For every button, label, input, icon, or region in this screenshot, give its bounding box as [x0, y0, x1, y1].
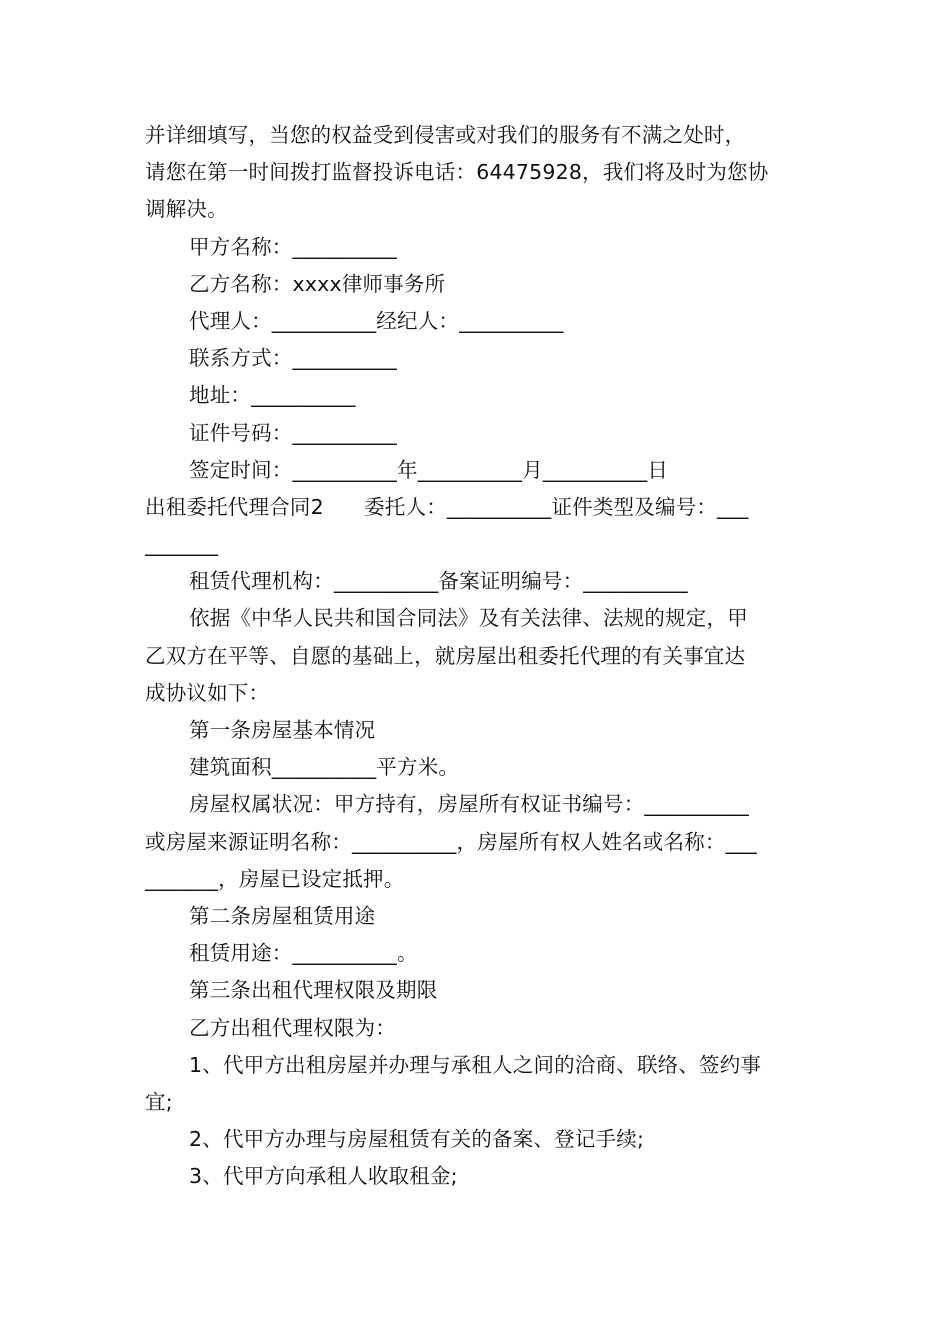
article-heading: 第一条房屋基本情况: [189, 718, 376, 742]
text-line: 房屋权属状况：甲方持有，房屋所有权证书编号：__________: [189, 792, 749, 817]
text-line: 乙双方在平等、自愿的基础上，就房屋出租委托代理的有关事宜达: [145, 643, 746, 668]
article-heading: 第二条房屋租赁用途: [189, 903, 376, 928]
list-item: 1、代甲方出租房屋并办理与承租人之间的洽商、联络、签约事: [189, 1052, 762, 1077]
party-a-name-line: 甲方名称：__________: [189, 234, 397, 259]
list-item: 2、代甲方办理与房屋租赁有关的备案、登记手续;: [189, 1127, 645, 1152]
contact-line: 联系方式：__________: [189, 346, 397, 371]
text-line: 并详细填写，当您的权益受到侵害或对我们的服务有不满之处时，: [145, 123, 746, 147]
signing-date-line: 签定时间：__________年__________月__________日: [189, 457, 669, 482]
agency-line: 租赁代理机构：__________备案证明编号：__________: [189, 569, 688, 594]
text-line: 租赁用途：__________。: [189, 941, 418, 966]
address-line: 地址：__________: [189, 383, 356, 408]
text-line: 调解决。: [145, 197, 228, 222]
agent-line: 代理人：__________经纪人：__________: [189, 308, 564, 333]
text-line: _______: [145, 532, 219, 557]
text-line: 请您在第一时间拨打监督投诉电话：64475928，我们将及时为您协: [145, 160, 769, 185]
list-item: 3、代甲方向承租人收取租金;: [189, 1164, 458, 1189]
text-line: 成协议如下：: [145, 680, 270, 705]
contract-title-line: 出租委托代理合同2 委托人：__________证件类型及编号：___: [145, 494, 749, 519]
text-line: 依据《中华人民共和国合同法》及有关法律、法规的规定，甲: [189, 606, 748, 631]
party-b-name-line: 乙方名称：xxxx律师事务所: [189, 271, 446, 296]
text-line: 或房屋来源证明名称：__________，房屋所有权人姓名或名称：___: [145, 829, 757, 854]
text-line: 乙方出租代理权限为：: [189, 1015, 396, 1040]
text-line: 建筑面积__________平方米。: [189, 755, 460, 780]
id-number-line: 证件号码：__________: [189, 420, 397, 445]
text-line: _______，房屋已设定抵押。: [145, 866, 405, 891]
text-line: 宜;: [145, 1089, 173, 1114]
article-heading: 第三条出租代理权限及期限: [189, 978, 438, 1003]
document-page: [145, 117, 810, 1195]
